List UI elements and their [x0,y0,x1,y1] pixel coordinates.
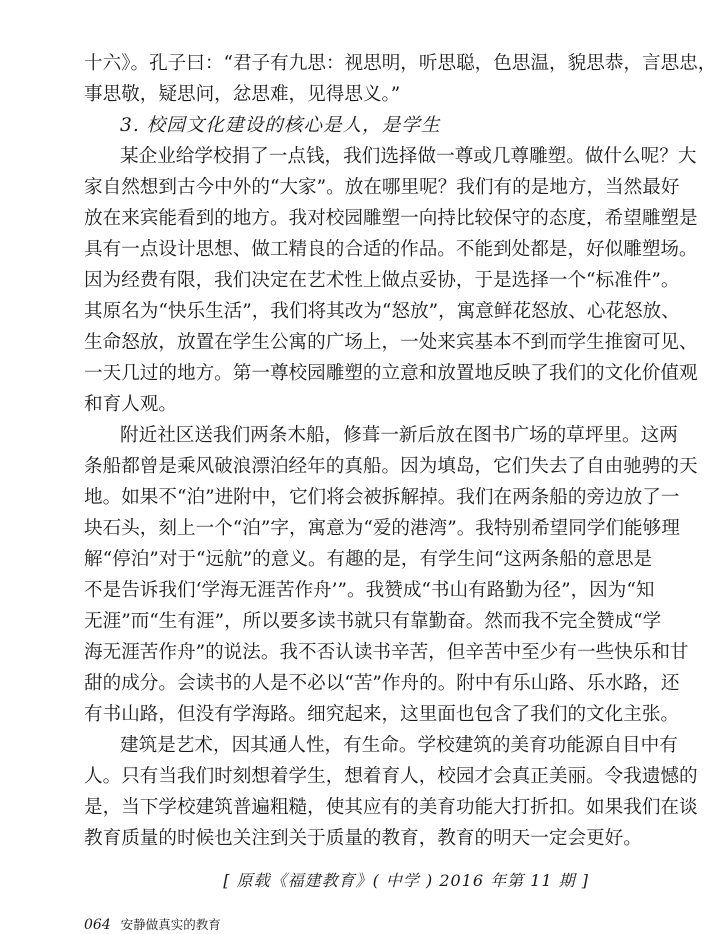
paragraph-line: 家自然想到古今中外的“大家”。放在哪里呢？我们有的是地方，当然最好 [84,177,680,198]
intro-line: 十六》。孔子曰：“君子有九思：视思明，听思聪，色思温，貌思恭，言思忠， [84,53,716,74]
paragraph-line: 附近社区送我们两条木船，修葺一新后放在图书广场的草坪里。这两 [120,425,678,446]
paragraph-line: 块石头，刻上一个“泊”字，寓意为“爱的港湾”。我特别希望同学们能够理 [84,518,680,539]
paragraph-line: 一天几过的地方。第一尊校园雕塑的立意和放置地反映了我们的文化价值观 [84,363,698,384]
paragraph-line: 海无涯苦作舟”的说法。我不否认读书辛苦，但辛苦中至少有一些快乐和甘 [84,642,689,663]
paragraph-line: 建筑是艺术，因其通人性，有生命。学校建筑的美育功能源自目中有 [120,735,678,756]
book-title: 安静做真实的教育 [120,917,221,932]
paragraph-line: 地。如果不“泊”进附中，它们将会被拆解掉。我们在两条船的旁边放了一 [84,487,680,508]
paragraph-line: 解“停泊”对于“远航”的意义。有趣的是，有学生问“这两条船的意思是 [84,549,653,570]
page-number: 064 [84,917,111,933]
paragraph-line: 其原名为“快乐生活”，我们将其改为“怒放”，寓意鲜花怒放、心花怒放、 [84,301,680,322]
paragraph-line: 放在来宾能看到的地方。我对校园雕塑一向持比较保守的态度，希望雕塑是 [84,208,698,229]
paragraph-line: 因为经费有限，我们决定在艺术性上做点妥协，于是选择一个“标准件”。 [84,270,680,291]
paragraph-line: 生命怒放，放置在学生公寓的广场上，一处来宾基本不到而学生推窗可见、 [84,332,698,353]
intro-line: 事思敬，疑思问，忿思难，见得思义。” [84,84,401,105]
paragraph-line: 是，当下学校建筑普遍粗糙，使其应有的美育功能大打折扣。如果我们在谈 [84,797,698,818]
paragraph-line: 人。只有当我们时刻想着学生，想着育人，校园才会真正美丽。令我遗憾的 [84,766,698,787]
paragraph-line: 某企业给学校捐了一点钱，我们选择做一尊或几尊雕塑。做什么呢？大 [120,146,697,167]
paragraph-line: 和育人观。 [84,394,177,415]
page-footer [84,916,221,934]
paragraph-line: 不是告诉我们‘学海无涯苦作舟’”。我赞成“书山有路勤为径”，因为“知 [84,580,655,601]
paragraph-line: 甜的成分。会读书的人是不必以“苦”作舟的。附中有乐山路、乐水路，还 [84,673,680,694]
source-citation: [ 原载《福建教育》( 中学 ) 2016 年第 11 期 ] [223,871,589,890]
paragraph-line: 无涯”而“生有涯”，所以要多读书就只有靠勤奋。然而我不完全赞成“学 [84,611,662,632]
section-heading: 3. 校园文化建设的核心是人，是学生 [120,115,441,136]
paragraph-line: 条船都曾是乘风破浪漂泊经年的真船。因为填岛，它们失去了自由驰骋的天 [84,456,698,477]
paragraph-line: 教育质量的时候也关注到关于质量的教育，教育的明天一定会更好。 [84,828,642,849]
paragraph-line: 具有一点设计思想、做工精良的合适的作品。不能到处都是，好似雕塑场。 [84,239,698,260]
paragraph-line: 有书山路，但没有学海路。细究起来，这里面也包含了我们的文化主张。 [84,704,680,725]
